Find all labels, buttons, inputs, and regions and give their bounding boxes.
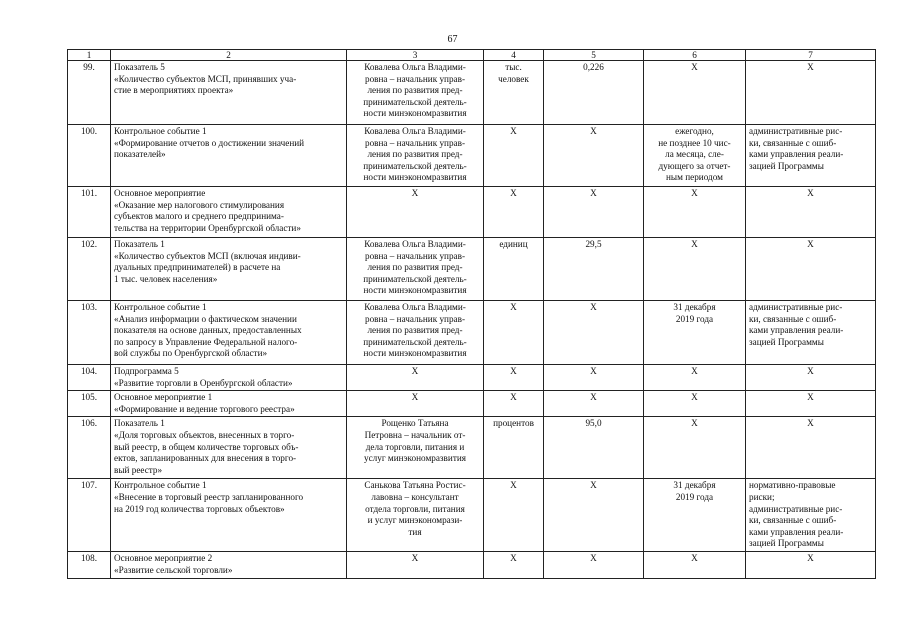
risks — [746, 417, 876, 479]
deadline — [644, 552, 746, 578]
activity-name — [111, 187, 347, 238]
responsible-person-line: отдела торговли, питания — [365, 503, 465, 514]
risks-line: административные рис- — [749, 302, 843, 312]
responsible-person — [347, 552, 484, 578]
responsible-person-line: ровна – начальник управ- — [364, 137, 466, 148]
table-row — [68, 125, 876, 187]
target-value: Х — [544, 301, 644, 365]
unit-of-measure-line: Х — [510, 480, 517, 491]
activity-name-line: «Оказание мер налогового стимулирования — [114, 199, 285, 210]
activity-name-line: «Внесение в торговый реестр запланированного — [114, 491, 304, 502]
deadline-line: Х — [691, 553, 698, 564]
row-number: 102. — [68, 238, 111, 301]
activity-name-line: субъектов малого и среднего предпринима- — [114, 211, 284, 222]
risks-line: зацией Программы — [749, 160, 824, 171]
deadline-line: ежегодно, — [675, 126, 714, 136]
responsible-person-line: ления по развития пред- — [367, 262, 463, 273]
responsible-person-line: Ковалева Ольга Владими- — [364, 62, 466, 72]
unit-of-measure — [484, 125, 544, 187]
deadline — [644, 187, 746, 238]
target-value: Х — [544, 479, 644, 552]
activity-name-line: Основное мероприятие — [114, 188, 206, 198]
unit-of-measure-line: процентов — [493, 418, 534, 429]
unit-of-measure — [484, 479, 544, 552]
responsible-person-line: ровна – начальник управ- — [364, 313, 466, 324]
activity-name-line: вый реестр, в общем количестве торговых объ- — [114, 441, 299, 452]
table-row — [68, 365, 876, 391]
responsible-person-line: Х — [411, 392, 419, 403]
risks-line: риски; — [749, 491, 775, 502]
responsible-person — [347, 187, 484, 238]
activity-name-line: Основное мероприятие 2 — [114, 553, 213, 564]
risks — [746, 479, 876, 552]
table-row — [68, 479, 876, 552]
target-value: 95,0 — [544, 417, 644, 479]
risks-line: административные рис- — [749, 126, 843, 136]
activity-name — [111, 125, 347, 187]
responsible-person-line: Ковалева Ольга Владими- — [364, 302, 466, 312]
activity-name-line: 1 тыс. человек населения» — [114, 273, 218, 284]
deadline-line: 2019 года — [675, 313, 714, 324]
activity-name-line: стие в мероприятиях проекта» — [114, 85, 234, 96]
activity-name-line: Контрольное событие 1 — [114, 480, 207, 491]
target-value: Х — [544, 552, 644, 578]
activity-name-line: на 2019 год количества торговых объектов» — [114, 503, 285, 514]
responsible-person-line: ности минэкономразвития — [363, 285, 467, 296]
column-number: 3 — [347, 50, 484, 61]
risks-line: ки, связанные с ошиб- — [749, 313, 837, 324]
deadline-line: Х — [691, 188, 698, 198]
activity-name — [111, 417, 347, 479]
activity-name — [111, 391, 347, 417]
deadline-line: ла месяца, сле- — [665, 149, 724, 160]
activity-name — [111, 301, 347, 365]
activity-name-line: «Количество субъектов МСП, принявших уча- — [114, 73, 297, 84]
responsible-person — [347, 61, 484, 125]
activity-name — [111, 479, 347, 552]
target-value: Х — [544, 125, 644, 187]
table-row — [68, 301, 876, 365]
unit-of-measure-line: человек — [498, 73, 529, 84]
table-row — [68, 187, 876, 238]
unit-of-measure-line: Х — [510, 366, 517, 376]
table-row — [68, 238, 876, 301]
risks — [746, 187, 876, 238]
deadline-line: Х — [691, 239, 698, 249]
activity-name-line: показателя на основе данных, предоставленных — [114, 325, 302, 336]
risks-line: ками управления реали- — [749, 149, 844, 160]
responsible-person-line: Х — [411, 188, 419, 198]
activity-name-line: ектов, запланированных для внесения в торго- — [114, 453, 297, 464]
risks — [746, 365, 876, 391]
risks-line: Х — [807, 62, 814, 72]
activity-name-line: Контрольное событие 1 — [114, 126, 207, 136]
deadline-line: 2019 года — [675, 491, 714, 502]
risks-line: ки, связанные с ошиб- — [749, 137, 837, 148]
activity-name-line: дуальных предпринимателей) в расчете на — [114, 262, 281, 273]
deadline-line: 31 декабря — [673, 302, 716, 312]
risks-line: административные рис- — [749, 503, 843, 514]
target-value: Х — [544, 365, 644, 391]
activity-name-line: показателей» — [114, 149, 166, 160]
responsible-person-line: Ковалева Ольга Владими- — [364, 239, 466, 249]
responsible-person-line: Х — [411, 366, 419, 376]
deadline — [644, 417, 746, 479]
deadline — [644, 238, 746, 301]
column-number: 7 — [746, 50, 876, 61]
responsible-person-line: Рощенко Татьяна — [381, 418, 449, 429]
responsible-person-line: и услуг минэкономрази- — [367, 515, 463, 526]
row-number: 101. — [68, 187, 111, 238]
deadline-line: не позднее 10 чис- — [658, 137, 731, 148]
risks-line: Х — [807, 239, 814, 249]
responsible-person-line: ности минэкономразвития — [363, 172, 467, 183]
activity-name-line: «Формирование отчетов о достижении значений — [114, 137, 305, 148]
responsible-person — [347, 125, 484, 187]
risks — [746, 61, 876, 125]
unit-of-measure-line: тыс. — [505, 62, 522, 72]
column-number: 1 — [68, 50, 111, 61]
target-value: Х — [544, 391, 644, 417]
deadline-line: Х — [691, 418, 698, 429]
table-row — [68, 61, 876, 125]
row-number: 100. — [68, 125, 111, 187]
risks — [746, 301, 876, 365]
responsible-person-line: дела торговли, питания и — [365, 441, 465, 452]
activity-name-line: Показатель 5 — [114, 62, 165, 72]
column-number: 4 — [484, 50, 544, 61]
responsible-person-line: ности минэкономразвития — [363, 348, 467, 359]
unit-of-measure — [484, 552, 544, 578]
responsible-person-line: Петровна – начальник от- — [364, 429, 466, 440]
column-number-row — [68, 50, 876, 61]
unit-of-measure — [484, 187, 544, 238]
activity-name-line: по запросу в Управление Федеральной налого- — [114, 336, 298, 347]
activity-name-line: Показатель 1 — [114, 418, 165, 429]
deadline-line: Х — [691, 366, 698, 376]
deadline — [644, 61, 746, 125]
risks-line: Х — [807, 392, 814, 403]
responsible-person-line: ности минэкономразвития — [363, 108, 467, 119]
responsible-person-line: принимательской деятель- — [363, 336, 467, 347]
row-number: 103. — [68, 301, 111, 365]
responsible-person-line: ления по развития пред- — [367, 325, 463, 336]
responsible-person-line: услуг минэкономразвития — [364, 453, 466, 464]
risks-line: Х — [807, 418, 814, 429]
responsible-person-line: принимательской деятель- — [363, 160, 467, 171]
risks-line: зацией Программы — [749, 538, 824, 549]
activity-name-line: «Количество субъектов МСП (включая индиви- — [114, 250, 301, 261]
responsible-person — [347, 365, 484, 391]
activity-name-line: Подпрограмма 5 — [114, 366, 179, 376]
deadline — [644, 391, 746, 417]
responsible-person — [347, 479, 484, 552]
row-number: 106. — [68, 417, 111, 479]
target-value: Х — [544, 187, 644, 238]
deadline — [644, 301, 746, 365]
activity-name-line: «Развитие сельской торговли» — [114, 564, 233, 575]
risks-line: Х — [807, 188, 814, 198]
responsible-person — [347, 391, 484, 417]
target-value: 29,5 — [544, 238, 644, 301]
risks — [746, 125, 876, 187]
activity-name-line: Показатель 1 — [114, 239, 165, 249]
activity-name-line: тельства на территории Оренбургской области» — [114, 222, 301, 233]
activity-name-line: вой службы по Оренбургской области» — [114, 348, 268, 359]
responsible-person-line: Х — [411, 553, 419, 564]
row-number: 104. — [68, 365, 111, 391]
unit-of-measure — [484, 365, 544, 391]
unit-of-measure — [484, 238, 544, 301]
activity-name — [111, 238, 347, 301]
risks-line: зацией Программы — [749, 336, 824, 347]
deadline-line: Х — [691, 392, 698, 403]
risks-line: нормативно-правовые — [749, 480, 836, 491]
unit-of-measure — [484, 391, 544, 417]
unit-of-measure-line: Х — [510, 126, 517, 136]
risks-line: Х — [807, 366, 814, 376]
activity-name-line: вый реестр» — [114, 464, 163, 475]
responsible-person — [347, 301, 484, 365]
responsible-person — [347, 238, 484, 301]
column-number: 2 — [111, 50, 347, 61]
activity-name-line: «Формирование и ведение торгового реестра» — [114, 403, 295, 414]
row-number: 108. — [68, 552, 111, 578]
target-value: 0,226 — [544, 61, 644, 125]
unit-of-measure-line: Х — [510, 553, 517, 564]
row-number: 99. — [68, 61, 111, 125]
responsible-person-line: ления по развития пред- — [367, 85, 463, 96]
activity-name-line: «Развитие торговли в Оренбургской области» — [114, 377, 293, 388]
deadline-line: дующего за отчет- — [658, 160, 731, 171]
responsible-person-line: лавовна – консультант — [371, 491, 459, 502]
activity-name — [111, 552, 347, 578]
responsible-person — [347, 417, 484, 479]
deadline — [644, 479, 746, 552]
activity-name — [111, 61, 347, 125]
row-number: 107. — [68, 479, 111, 552]
activity-name-line: «Анализ информации о фактическом значении — [114, 313, 297, 324]
unit-of-measure-line: Х — [510, 188, 517, 198]
unit-of-measure-line: Х — [510, 392, 517, 403]
deadline-line: Х — [691, 62, 698, 72]
unit-of-measure-line: Х — [510, 302, 517, 312]
risks — [746, 391, 876, 417]
activity-name — [111, 365, 347, 391]
table-row — [68, 417, 876, 479]
deadline — [644, 125, 746, 187]
table-row — [68, 552, 876, 578]
program-table — [67, 49, 876, 579]
deadline — [644, 365, 746, 391]
page-number: 67 — [447, 34, 458, 45]
activity-name-line: Основное мероприятие 1 — [114, 392, 213, 403]
risks-line: ками управления реали- — [749, 526, 844, 537]
risks — [746, 238, 876, 301]
unit-of-measure — [484, 301, 544, 365]
row-number: 105. — [68, 391, 111, 417]
table-row — [68, 391, 876, 417]
risks-line: Х — [807, 553, 814, 564]
responsible-person-line: ровна – начальник управ- — [364, 73, 466, 84]
responsible-person-line: принимательской деятель- — [363, 273, 467, 284]
deadline-line: 31 декабря — [673, 480, 716, 491]
risks — [746, 552, 876, 578]
unit-of-measure — [484, 61, 544, 125]
unit-of-measure-line: единиц — [499, 239, 528, 249]
activity-name-line: Контрольное событие 1 — [114, 302, 207, 312]
activity-name-line: «Доля торговых объектов, внесенных в торго- — [114, 429, 295, 440]
responsible-person-line: ления по развития пред- — [367, 149, 463, 160]
unit-of-measure — [484, 417, 544, 479]
column-number: 5 — [544, 50, 644, 61]
risks-line: ками управления реали- — [749, 325, 844, 336]
responsible-person-line: ровна – начальник управ- — [364, 250, 466, 261]
column-number: 6 — [644, 50, 746, 61]
deadline-line: ным периодом — [666, 172, 723, 183]
responsible-person-line: Ковалева Ольга Владими- — [364, 126, 466, 136]
risks-line: ки, связанные с ошиб- — [749, 515, 837, 526]
responsible-person-line: Санькова Татьяна Ростис- — [364, 480, 466, 491]
responsible-person-line: тия — [408, 526, 422, 537]
responsible-person-line: принимательской деятель- — [363, 96, 467, 107]
